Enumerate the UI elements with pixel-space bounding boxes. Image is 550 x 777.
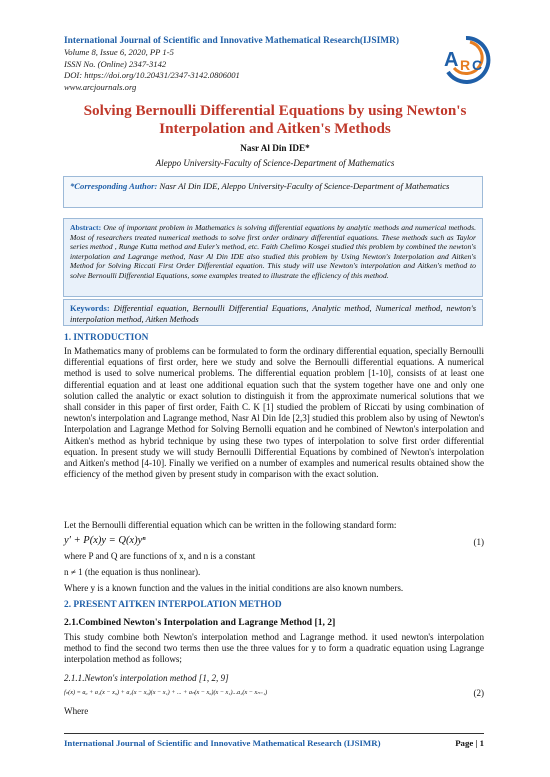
- intro-line-where: where P and Q are functions of x, and n is a constant: [64, 551, 256, 561]
- subsubsection-heading: 2.1.1.Newton's interpolation method [1, 2, 9]: [64, 673, 229, 683]
- arc-logo-icon: [436, 32, 496, 84]
- equation-1-number: (1): [473, 537, 484, 547]
- keywords-text: Differential equation, Bernoulli Differential Equations, Analytic method, Numerical method, newton's interpolation method, Aitken Methods: [70, 303, 476, 324]
- journal-issn: ISSN No. (Online) 2347-3142: [64, 58, 167, 69]
- equation-2-number: (2): [473, 688, 484, 698]
- author-affiliation: Aleppo University-Faculty of Science-Department of Mathematics: [155, 158, 395, 168]
- abstract-box: [63, 218, 483, 297]
- section-heading-aitken: 2. PRESENT AITKEN INTERPOLATION METHOD: [64, 600, 282, 610]
- where-line: Where: [64, 706, 89, 716]
- section-heading-introduction: 1. INTRODUCTION: [64, 333, 149, 343]
- page-footer: [64, 733, 484, 748]
- author-name: Nasr Al Din IDE*: [240, 143, 310, 153]
- intro-paragraph: In Mathematics many of problems can be formulated to form the ordinary differential equation, specially Bernoulli differential equations of first order, here we study and solve the Bernoulli differential equations. A numerical method is used to solve numerical problems. The differential equation problem [1-10], consists of at least one differential equation and at least one additional equation such that the system together have one and only one solution called the analytic or exact solution to distinguish it from the approximate numerical solutions that we shall consider in this paper of first order, Faith C. K [1] studied the problem of Riccati by using combination of newton's interpolation and Lagrange method, Nasr Al Din Ide [2,3] studied this problem also by using of Newton's Interpolation and Lagrange Method for Solving Bernolli equation and he combined of Newton's interpolation and Aitken's method as hybrid technique by using these two types of interpolation to solve first order differential equation. In present study we will study Bernoulli Differential Equations by combined of Newton's interpolation and Aitken's method [4-10]. Finally we verified on a number of examples and numerical results obtained show the efficiency of the method given by present study in comparison with the exact solution.: [64, 346, 484, 480]
- journal-website[interactable]: www.arcjournals.org: [64, 81, 137, 92]
- svg-text:R: R: [460, 57, 471, 73]
- page-number: Page | 1: [455, 738, 484, 748]
- subsection-heading: 2.1.Combined Newton's Interpolation and Lagrange Method [1, 2]: [64, 617, 336, 628]
- abstract-label: Abstract:: [70, 223, 102, 232]
- journal-title: International Journal of Scientific and Innovative Mathematical Research(IJSIMR): [64, 36, 399, 46]
- corresponding-text: Nasr Al Din IDE, Aleppo University-Faculty of Science-Department of Mathematics: [157, 181, 450, 191]
- paper-title: Solving Bernoulli Differential Equations by using Newton's Interpolation and Aitken's Methods: [83, 102, 467, 137]
- corresponding-author-box: [63, 176, 483, 208]
- keywords-label: Keywords:: [70, 303, 110, 313]
- equation-1: y′ + P(x)y = Q(x)yⁿ: [64, 535, 146, 546]
- journal-header: [64, 36, 399, 93]
- journal-doi[interactable]: DOI: https://doi.org/10.20431/2347-3142.0806001: [64, 70, 240, 80]
- journal-volume: Volume 8, Issue 6, 2020, PP 1-5: [64, 47, 174, 57]
- corresponding-label: *Corresponding Author:: [70, 181, 158, 191]
- abstract-text: One of important problem in Mathematics is solving differential equations by analytic methods and numerical methods. Most of researchers treated numerical methods to solve first order ordinary differential equations. These methods such as Taylor series method , Runge Kutta method and Euler's method, etc. Faith Chelimo Kosgei studied this problem by combined the newton's interpolation and Lagrange method, Nasr Al Din IDE also studied this problem by Using Newton's Interpolation and Aitken's Method for Solving Riccati First Order Differential equation. This study will use Newton's interpolation and Aitken's method to solve Bernoulli Differential Equations, some examples treated to illustrate the efficiency of this method.: [70, 223, 476, 280]
- intro-paragraph-2: Let the Bernoulli differential equation which can be written in the following standard form:: [64, 520, 397, 530]
- equation-2: fₙ(x) = a₀ + a₁(x − x₀) + a₂(x − x₀)(x − x₁) + ... + aₙ(x − x₀)(x − x₁)...a₂(x − xₙ₋₁): [64, 689, 268, 696]
- footer-journal: International Journal of Scientific and Innovative Mathematical Research (IJSIMR): [64, 738, 381, 748]
- intro-line-n: n ≠ 1 (the equation is thus nonlinear).: [64, 567, 201, 577]
- intro-line-initial: Where y is a known function and the values in the initial conditions are also known numbers.: [64, 583, 404, 593]
- svg-text:C: C: [472, 57, 483, 73]
- svg-text:A: A: [444, 49, 459, 71]
- section2-paragraph: This study combine both Newton's interpolation method and Lagrange method. it used newton's interpolation method to find the second two terms then use the three values for y to form a quadratic equation using Lagrange interpolation method as follows;: [64, 632, 484, 665]
- keywords-box: [63, 299, 483, 326]
